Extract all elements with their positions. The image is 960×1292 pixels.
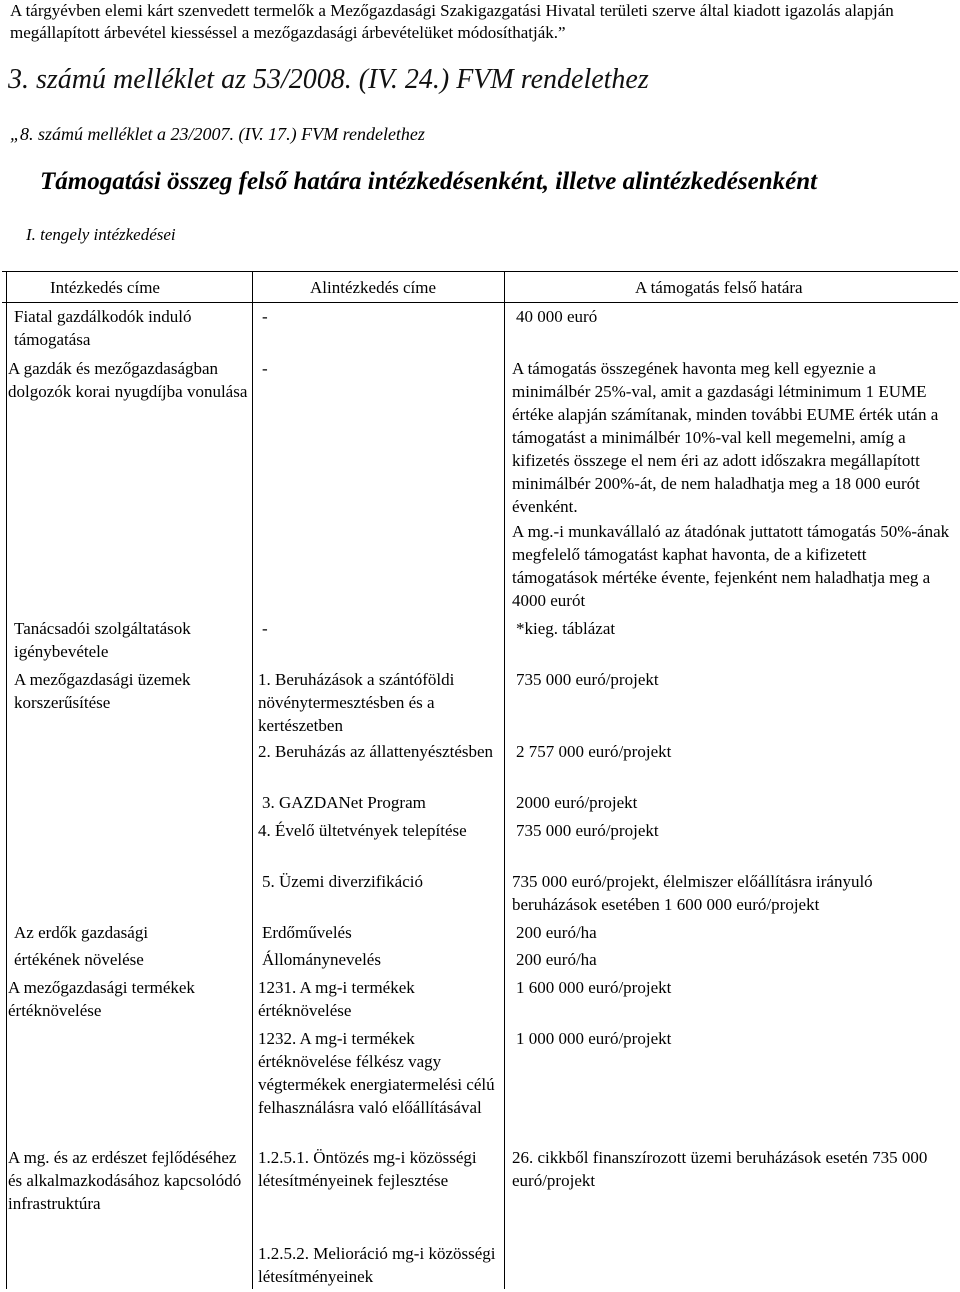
- row-limit: A támogatás összegének havonta meg kell egyeznie a minimálbér 25%-val, amit a gazdasági létminimum 1 EUME értéke alapján számítanak, minden további EUME érték után a támogatást a minimálbér 10%-val kell megemelni, amíg a kifizetés összege el nem éri az adott időszakra megállapított minimálbér 200%-át, de nem haladhatja meg a 18 000 eurót évenként.: [512, 359, 939, 516]
- row-measure: A mg. és az erdészet fejlődéséhez és alkalmazkodásához kapcsolódó infrastruktúra: [8, 1148, 242, 1213]
- row-submeasure: Állománynevelés: [262, 950, 381, 969]
- row-limit: 735 000 euró/projekt: [516, 821, 659, 840]
- row-measure: A mezőgazdasági termékek értéknövelése: [8, 978, 195, 1020]
- row-submeasure: -: [262, 307, 268, 326]
- intro-paragraph: A tárgyévben elemi kárt szenvedett termelők a Mezőgazdasági Szakigazgatási Hivatal területi szerve által kiadott igazolás alapján megállapított árbevétel kiesséssel a mezőgazdasági árbevételüket módosíthatják.”: [10, 1, 894, 42]
- row-submeasure: 1232. A mg-i termékek értéknövelése félkész vagy végtermékek energiatermelési célú felhasználásra való előállításával: [258, 1029, 495, 1117]
- row-submeasure: 4. Évelő ültetvények telepítése: [258, 821, 467, 840]
- row-limit: 735 000 euró/projekt, élelmiszer előállításra irányuló beruházások esetében 1 600 000 euró/projekt: [512, 872, 873, 914]
- row-limit: 735 000 euró/projekt: [516, 670, 659, 689]
- row-measure: Tanácsadói szolgáltatások igénybevétele: [14, 619, 191, 661]
- row-limit: 40 000 euró: [516, 307, 598, 326]
- table-border-left: [6, 271, 7, 1289]
- row-limit: *kieg. táblázat: [516, 619, 616, 638]
- header-measure: Intézkedés címe: [50, 278, 160, 297]
- row-measure: Az erdők gazdasági: [14, 923, 149, 942]
- document-subtitle: „8. számú melléklet a 23/2007. (IV. 17.) FVM rendelethez: [10, 124, 425, 144]
- row-limit: 200 euró/ha: [516, 950, 597, 969]
- row-submeasure: -: [262, 359, 268, 378]
- row-limit: 1 000 000 euró/projekt: [516, 1029, 672, 1048]
- header-submeasure: Alintézkedés címe: [310, 278, 437, 297]
- axis-heading: I. tengely intézkedései: [26, 225, 176, 244]
- row-submeasure: 1. Beruházások a szántóföldi növénytermesztésben és a kertészetben: [258, 670, 455, 735]
- row-limit: 2000 euró/projekt: [516, 793, 638, 812]
- row-submeasure: Erdőművelés: [262, 923, 352, 942]
- row-submeasure: 1231. A mg-i termékek értéknövelése: [258, 978, 415, 1020]
- document-title: 3. számú melléklet az 53/2008. (IV. 24.) FVM rendelethez: [8, 64, 649, 95]
- row-measure-cont: értékének növelése: [14, 950, 144, 969]
- row-measure: A mezőgazdasági üzemek korszerűsítése: [14, 670, 191, 712]
- table-border-col2: [504, 271, 505, 1289]
- row-submeasure: 1.2.5.1. Öntözés mg-i közösségi létesítményeinek fejlesztése: [258, 1148, 477, 1190]
- row-limit: 200 euró/ha: [516, 923, 597, 942]
- main-heading: Támogatási összeg felső határa intézkedésenként, illetve alintézkedésenként: [40, 168, 818, 195]
- table-header-divider: [2, 302, 958, 303]
- row-limit: 2 757 000 euró/projekt: [516, 742, 672, 761]
- header-limit: A támogatás felső határa: [635, 278, 803, 297]
- row-measure: A gazdák és mezőgazdaságban dolgozók korai nyugdíjba vonulása: [8, 359, 248, 401]
- row-limit: 26. cikkből finanszírozott üzemi beruházások esetén 735 000 euró/projekt: [512, 1148, 928, 1190]
- row-measure: Fiatal gazdálkodók induló támogatása: [14, 307, 192, 349]
- row-submeasure: 1.2.5.2. Melioráció mg-i közösségi létesítményeinek: [258, 1244, 496, 1286]
- row-submeasure: 2. Beruházás az állattenyésztésben: [258, 742, 494, 761]
- table-border-col1: [252, 271, 253, 1289]
- row-limit-note: A mg.-i munkavállaló az átadónak juttatott támogatás 50%-ának megfelelő támogatást kaphat havonta, de a kifizetett támogatások mértéke évente, fejenként nem haladhatja meg a 4000 eurót: [512, 522, 950, 610]
- row-submeasure: 5. Üzemi diverzifikáció: [262, 872, 423, 891]
- row-limit: 1 600 000 euró/projekt: [516, 978, 672, 997]
- row-submeasure: -: [262, 619, 268, 638]
- row-submeasure: 3. GAZDANet Program: [262, 793, 426, 812]
